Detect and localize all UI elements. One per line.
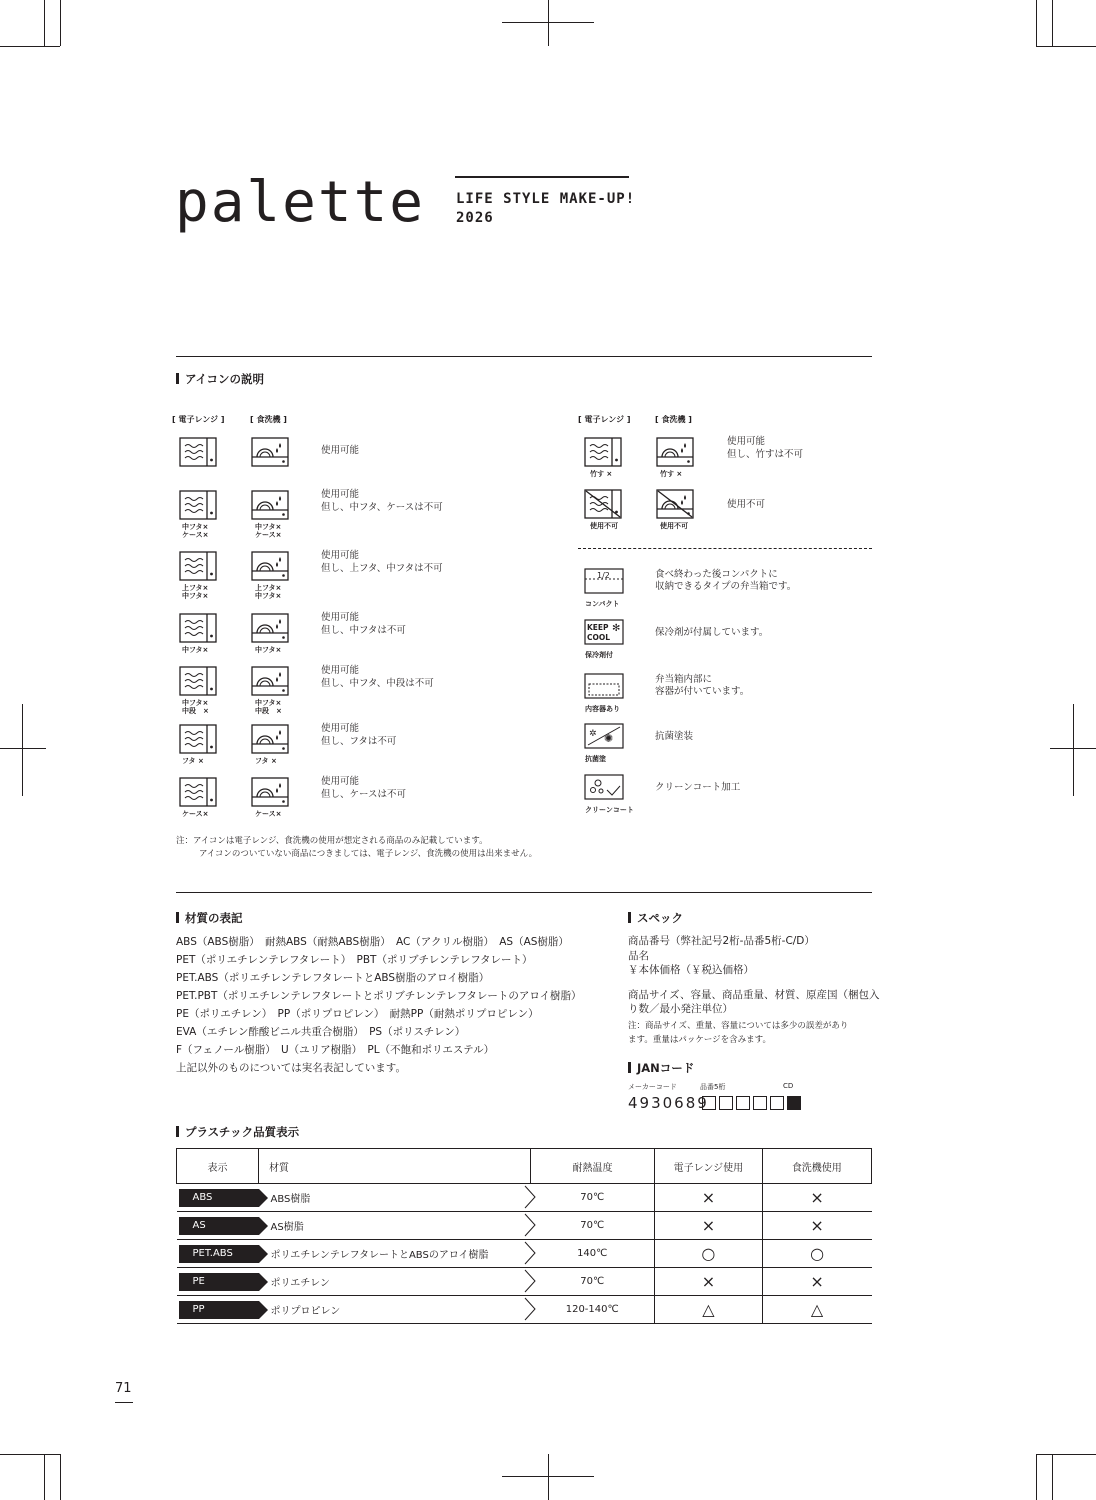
feature-description: 抗菌塗装: [655, 731, 694, 742]
crop-mark: [1052, 0, 1053, 46]
material-line: F（フェノール樹脂） U（ユリア樹脂） PL（不飽和ポリエステル）: [176, 1044, 495, 1056]
col-header-microwave: [ 電子レンジ ]: [578, 415, 631, 424]
jan-item-label: 品番5桁: [700, 1083, 726, 1091]
col-header-dishwasher: [ 食洗機 ]: [655, 415, 692, 424]
microwave-label: 上フタ× 中フタ×: [182, 584, 209, 600]
dishwasher-icon: [656, 489, 694, 519]
jan-cd-label: CD: [783, 1082, 794, 1090]
material-line: PET（ポリエチレンテレフタレート） PBT（ポリブチレンテレフタレート）: [176, 954, 533, 966]
microwave-icon: [179, 724, 217, 754]
microwave-label: フタ ×: [182, 757, 204, 765]
icon-note-cont: アイコンのついていない商品につきましては、電子レンジ、食洗機の使用は出来ません。: [199, 849, 538, 859]
feature-label: クリーンコート: [585, 806, 634, 814]
microwave-icon: [179, 666, 217, 696]
crop-mark: [44, 0, 45, 46]
feature-description: 食べ終わった後コンパクトに: [655, 569, 778, 580]
brand-logo: palette: [175, 170, 426, 235]
spec-line: り数／最小発注単位）: [628, 1003, 733, 1015]
spec-line: 商品番号（弊社記号2桁-品番5桁-C/D）: [628, 935, 815, 947]
material-name: ポリエチレンテレフタレートとABSのアロイ樹脂: [270, 1250, 489, 1261]
icon-description: 使用可能: [321, 550, 360, 561]
table-row: [177, 1240, 872, 1268]
header-code: 表示: [177, 1149, 259, 1184]
heat-resistance: 120-140℃: [565, 1304, 619, 1315]
heat-resistance: 140℃: [577, 1248, 608, 1259]
dishwasher-label: 中フタ× ケース×: [255, 523, 282, 539]
page-number-rule: [115, 1402, 133, 1403]
dishwasher-mark: ×: [810, 1188, 824, 1207]
feature-description: クリーンコート加工: [655, 782, 741, 793]
inner-container-icon: [584, 673, 624, 703]
svg-text:KEEP: KEEP: [587, 623, 609, 632]
material-name: ポリプロピレン: [270, 1306, 341, 1317]
chevron-right-icon: [524, 1213, 536, 1237]
crop-mark: [548, 1454, 549, 1500]
dishwasher-icon: [251, 666, 289, 696]
dishwasher-icon: [656, 437, 694, 467]
icon-note: 注：アイコンは電子レンジ、食洗機の使用が想定される商品のみ記載しています。: [176, 836, 488, 846]
digit-box: [770, 1096, 784, 1110]
icon-description: 使用可能: [321, 445, 360, 456]
microwave-label: 中フタ×: [182, 646, 209, 654]
chevron-right-icon: [524, 1185, 536, 1209]
feature-description: 弁当箱内部に: [655, 674, 713, 685]
dishwasher-label: 使用不可: [660, 522, 688, 530]
icon-description-detail: 但し、中フタは不可: [321, 625, 406, 636]
crop-mark: [1036, 0, 1037, 46]
dishwasher-label: 中フタ×: [255, 646, 282, 654]
tagline-rule: [455, 176, 629, 178]
dishwasher-label: 上フタ× 中フタ×: [255, 584, 282, 600]
material-line: ABS（ABS樹脂） 耐熱ABS（耐熱ABS樹脂） AC（アクリル樹脂） AS（AS樹脂）: [176, 936, 569, 948]
svg-text:✲: ✲: [589, 729, 597, 739]
dishwasher-mark: △: [810, 1300, 824, 1319]
microwave-mark: ×: [701, 1188, 716, 1207]
icon-description: 使用可能: [321, 665, 360, 676]
table-row: [177, 1184, 872, 1212]
dishwasher-icon: [251, 437, 289, 467]
microwave-mark: ×: [701, 1216, 716, 1235]
feature-description-detail: 収納できるタイプの弁当箱です。: [655, 581, 797, 592]
icon-description-detail: 但し、竹すは不可: [727, 449, 804, 460]
spec-note-cont: ます。重量はパッケージを含みます。: [628, 1035, 771, 1045]
section-divider: [176, 892, 872, 893]
antibacterial-icon: [584, 723, 624, 753]
material-code-badge: ABS: [179, 1189, 259, 1207]
microwave-label: ケース×: [182, 810, 209, 818]
material-line: PET.PBT（ポリエチレンテレフタレートとポリブチレンテレフタレートのアロイ樹脂）: [176, 990, 582, 1002]
microwave-icon: [584, 489, 622, 519]
materials-list: [176, 933, 582, 1077]
icon-description-detail: 但し、上フタ、中フタは不可: [321, 563, 443, 574]
icon-description-detail: 但し、中フタ、ケースは不可: [321, 502, 443, 513]
microwave-icon: [179, 613, 217, 643]
svg-text:COOL: COOL: [587, 633, 611, 642]
microwave-mark: ○: [701, 1244, 716, 1263]
microwave-label: 竹す ×: [590, 470, 613, 478]
jan-maker-label: メーカーコード: [628, 1083, 677, 1091]
material-code-badge: AS: [179, 1217, 259, 1235]
section-divider: [176, 356, 872, 357]
crop-mark: [1036, 1454, 1037, 1500]
dishwasher-icon: [251, 777, 289, 807]
crop-mark: [1036, 1454, 1096, 1455]
spec-line: ￥本体価格（￥税込価格）: [628, 964, 754, 976]
table-row: [177, 1296, 872, 1324]
crop-mark: [22, 704, 23, 796]
material-name: AS樹脂: [270, 1222, 304, 1233]
header-material: 材質: [259, 1149, 531, 1184]
microwave-label: 中フタ× ケース×: [182, 523, 209, 539]
header-dishwasher: 食洗機使用: [762, 1149, 871, 1184]
feature-label: 保冷剤付: [585, 651, 613, 659]
material-code-badge: PET.ABS: [179, 1245, 259, 1263]
chevron-right-icon: [524, 1269, 536, 1293]
chevron-right-icon: [524, 1241, 536, 1265]
dishwasher-icon: [251, 490, 289, 520]
digit-box: [736, 1096, 750, 1110]
material-line: PE（ポリエチレン） PP（ポリプロピレン） 耐熱PP（耐熱ポリプロピレン）: [176, 1008, 539, 1020]
icon-description: 使用可能: [321, 489, 360, 500]
header-microwave: 電子レンジ使用: [655, 1149, 762, 1184]
dishwasher-icon: [251, 613, 289, 643]
svg-text:✺: ✺: [604, 732, 614, 745]
crop-mark: [1036, 46, 1096, 47]
material-line: PET.ABS（ポリエチレンテレフタレートとABS樹脂のアロイ樹脂）: [176, 972, 490, 984]
check-digit-box: [787, 1096, 801, 1110]
dishwasher-icon: [251, 551, 289, 581]
microwave-icon: [179, 777, 217, 807]
icon-description-detail: 但し、ケースは不可: [321, 789, 407, 800]
col-header-microwave: [ 電子レンジ ]: [172, 415, 225, 424]
microwave-icon: [179, 490, 217, 520]
icon-description: 使用可能: [321, 723, 360, 734]
table-header-row: [177, 1149, 872, 1184]
spec-title: スペック: [628, 910, 683, 926]
heat-resistance: 70℃: [580, 1276, 605, 1287]
icon-description: 使用不可: [727, 499, 766, 510]
dishwasher-mark: ×: [810, 1272, 824, 1291]
heat-resistance: 70℃: [580, 1220, 605, 1231]
digit-box: [753, 1096, 767, 1110]
material-code-badge: PE: [179, 1273, 259, 1291]
header-temp: 耐熱温度: [530, 1149, 654, 1184]
material-line: 上記以外のものについては実名表記しています。: [176, 1062, 406, 1074]
keep-cool-icon: [584, 619, 624, 649]
feature-label: 内容器あり: [585, 705, 620, 713]
crop-mark: [60, 1454, 61, 1500]
col-header-dishwasher: [ 食洗機 ]: [250, 415, 287, 424]
feature-label: 抗菌塗: [585, 755, 606, 763]
table-row: [177, 1212, 872, 1240]
crop-mark: [0, 1454, 60, 1455]
table-row: [177, 1268, 872, 1296]
feature-description-detail: 容器が付いています。: [655, 686, 750, 697]
crop-mark: [44, 1454, 45, 1500]
microwave-mark: ×: [701, 1272, 716, 1291]
digit-box: [702, 1096, 716, 1110]
jan-prefix: 4930689: [628, 1094, 709, 1112]
crop-mark: [0, 46, 60, 47]
microwave-label: 使用不可: [590, 522, 618, 530]
material-name: ABS樹脂: [270, 1194, 311, 1205]
dishwasher-label: ケース×: [255, 810, 282, 818]
crop-mark: [1052, 1454, 1053, 1500]
dishwasher-label: 中フタ× 中段 ×: [255, 699, 282, 715]
microwave-icon: [179, 551, 217, 581]
jan-digit-boxes: [702, 1096, 801, 1110]
heat-resistance: 70℃: [580, 1192, 605, 1203]
jan-title: JANコード: [628, 1060, 694, 1076]
dishwasher-mark: ×: [810, 1216, 824, 1235]
dishwasher-mark: ○: [810, 1244, 825, 1263]
microwave-label: 中フタ× 中段 ×: [182, 699, 209, 715]
compact-icon: [584, 568, 624, 598]
icon-description: 使用可能: [321, 612, 360, 623]
feature-description: 保冷剤が付属しています。: [655, 627, 769, 638]
microwave-icon: [179, 437, 217, 467]
crop-mark: [60, 0, 61, 46]
svg-text:✻: ✻: [612, 623, 621, 634]
spec-line: 品名: [628, 950, 649, 962]
icon-description-detail: 但し、フタは不可: [321, 736, 397, 747]
clean-coat-icon: [584, 774, 624, 804]
icon-description-detail: 但し、中フタ、中段は不可: [321, 678, 434, 689]
tagline: LIFE STYLE MAKE-UP!: [456, 191, 636, 207]
spec-note: 注：商品サイズ、重量、容量については多少の誤差があり: [628, 1021, 849, 1031]
material-code-badge: PP: [179, 1301, 259, 1319]
materials-title: 材質の表記: [176, 910, 243, 926]
digit-box: [719, 1096, 733, 1110]
chevron-right-icon: [524, 1297, 536, 1321]
icons-section-title: アイコンの説明: [176, 371, 264, 387]
microwave-icon: [584, 437, 622, 467]
dishwasher-label: フタ ×: [255, 757, 277, 765]
page-number: 71: [115, 1381, 132, 1396]
dishwasher-icon: [251, 724, 289, 754]
dishwasher-label: 竹す ×: [660, 470, 683, 478]
icon-description: 使用可能: [727, 436, 766, 447]
plastic-title: プラスチック品質表示: [176, 1124, 299, 1140]
tagline-year: 2026: [456, 210, 494, 226]
microwave-mark: △: [702, 1300, 715, 1319]
crop-mark: [548, 0, 549, 46]
icon-description: 使用可能: [321, 776, 360, 787]
plastic-quality-table: [176, 1148, 872, 1324]
feature-label: コンパクト: [585, 600, 620, 608]
material-line: EVA（エチレン酢酸ビニル共重合樹脂） PS（ポリスチレン）: [176, 1026, 466, 1038]
material-name: ポリエチレン: [270, 1278, 330, 1289]
spec-line: 商品サイズ、容量、商品重量、材質、原産国（梱包入: [628, 989, 880, 1001]
crop-mark: [0, 748, 46, 749]
svg-text:1/2: 1/2: [597, 571, 610, 580]
crop-mark: [1073, 704, 1074, 796]
dashed-divider: [578, 548, 872, 549]
